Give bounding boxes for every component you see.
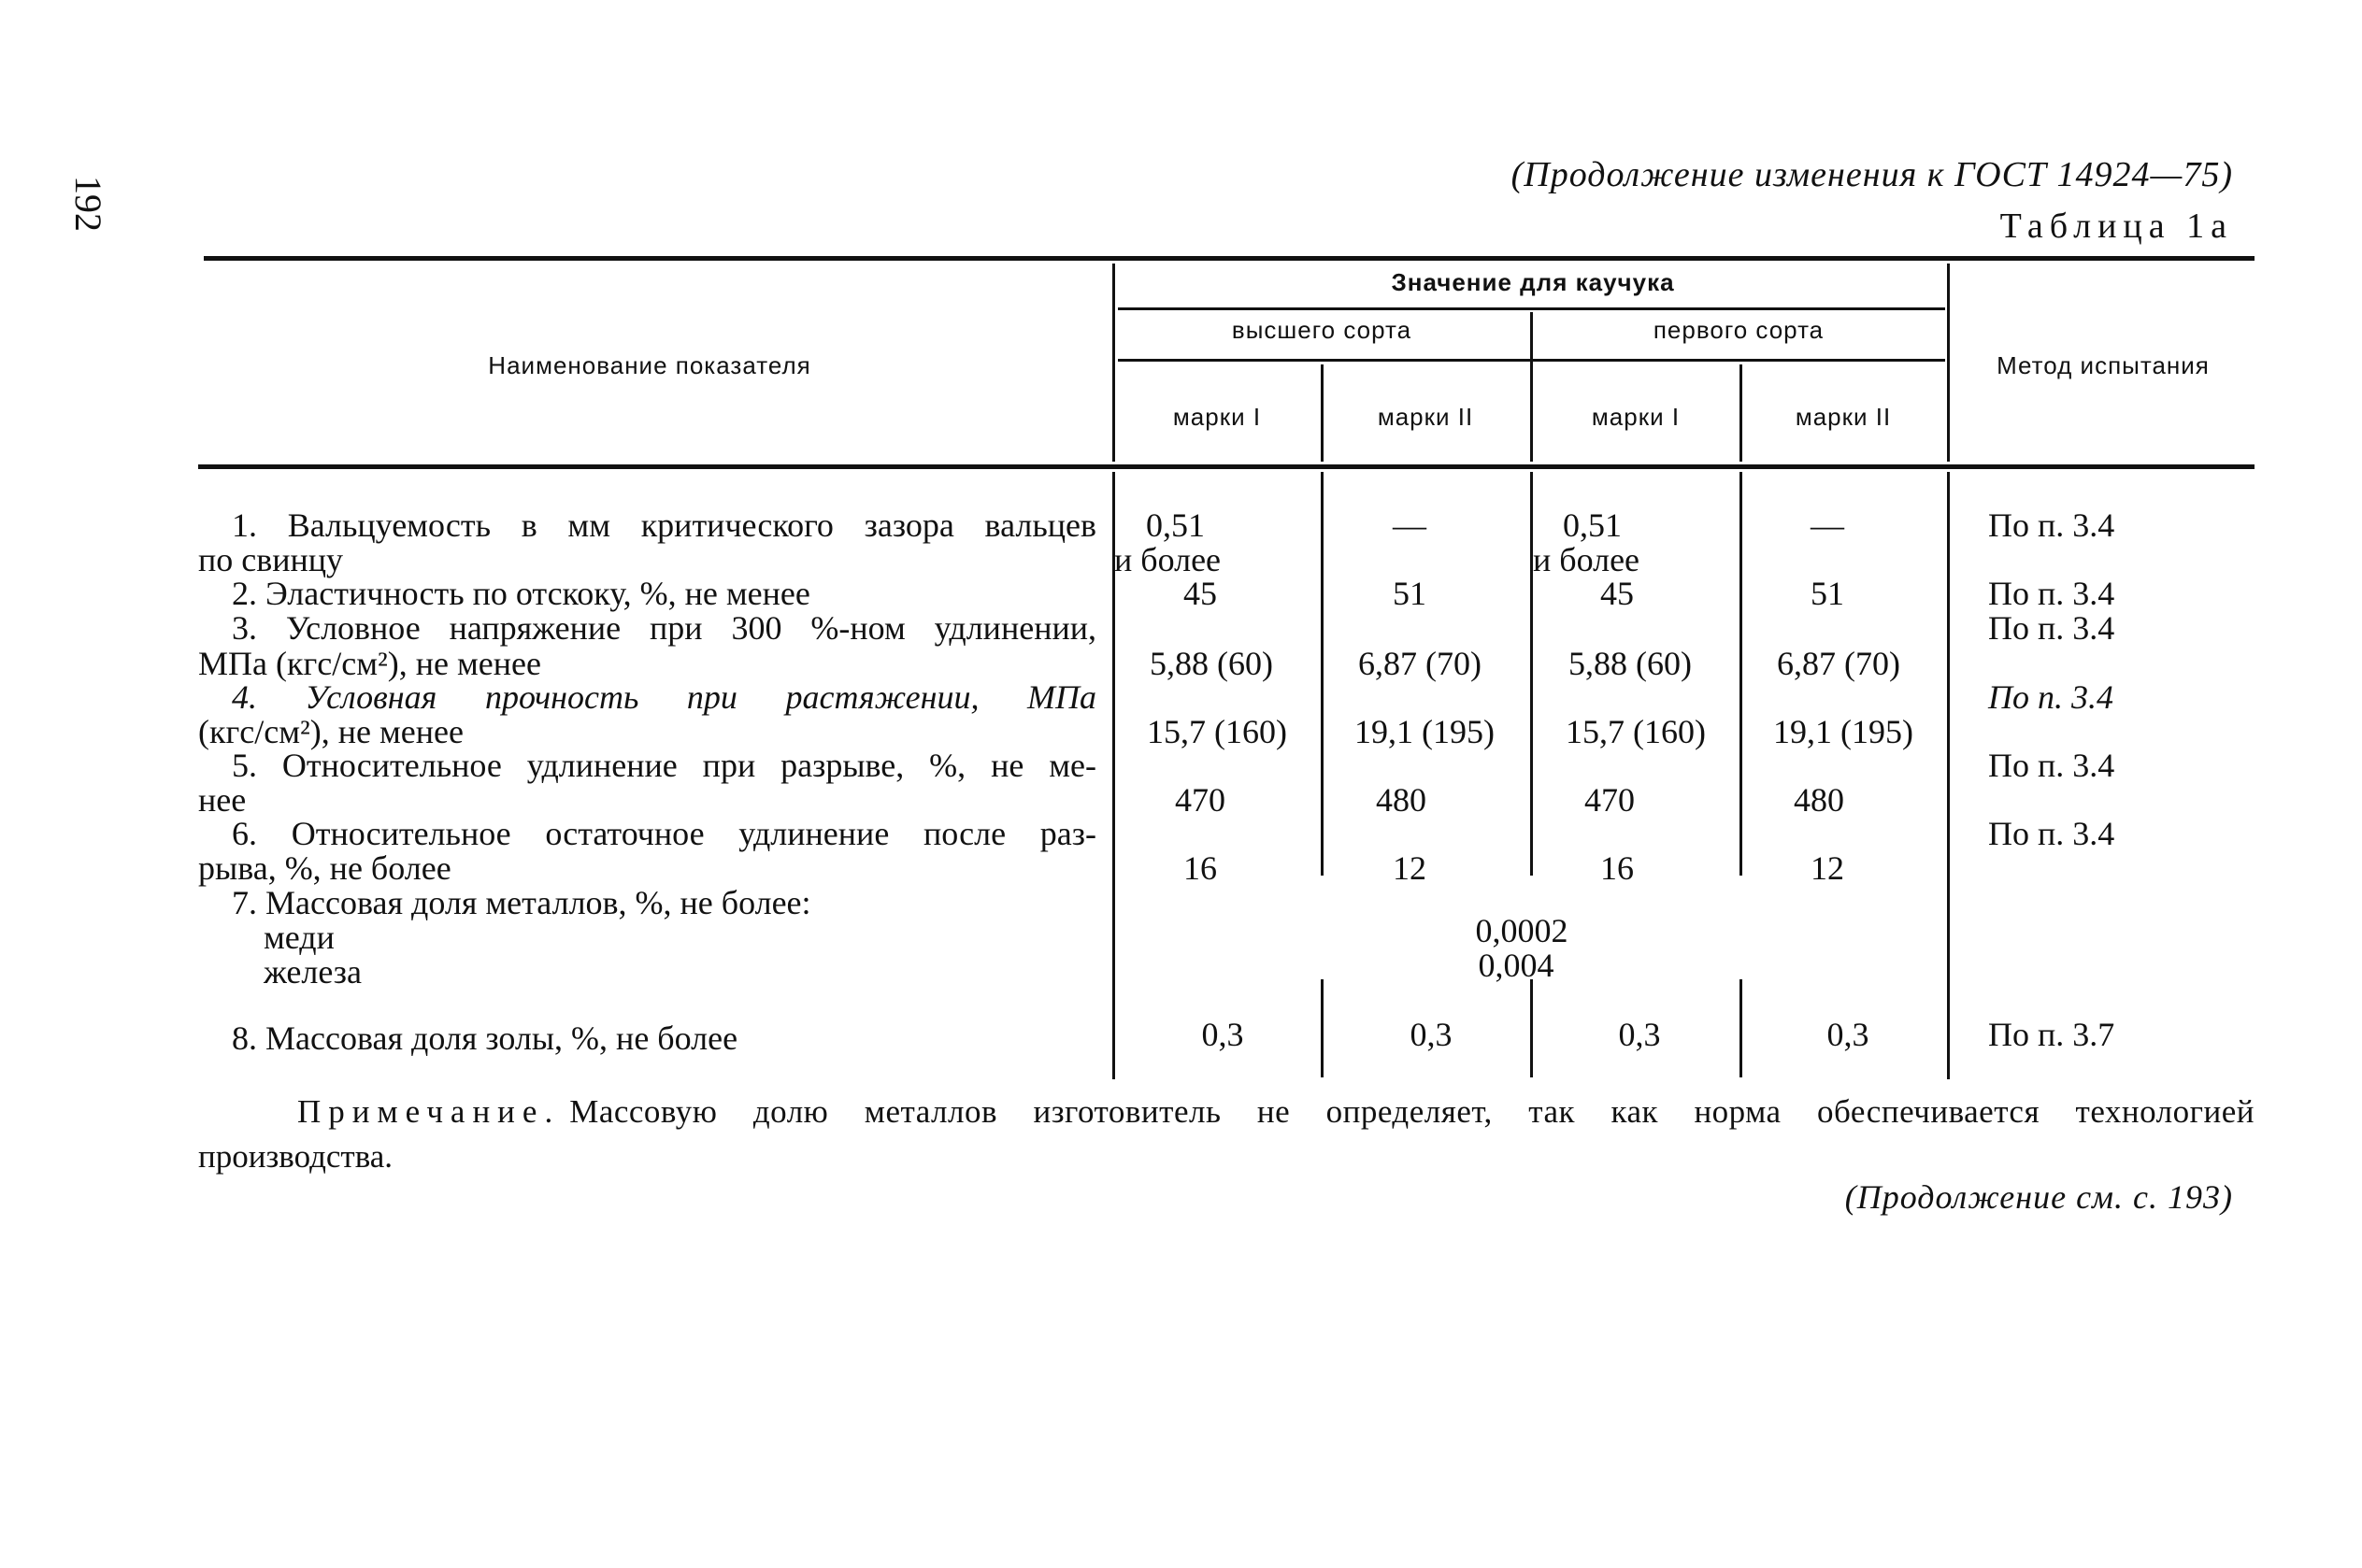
row5-indicator-line2: нее [198, 781, 247, 819]
row7-indicator: 7. Массовая доля металлов, %, не более: [232, 884, 811, 921]
mark-2-header-first: марки II [1795, 403, 1892, 431]
row2-value-4: 51 [1811, 575, 1844, 612]
row4-value-4: 19,1 (195) [1773, 713, 1913, 750]
note-line2: производства. [198, 1138, 394, 1175]
row8-method: По п. 3.7 [1988, 1016, 2115, 1053]
row5-indicator-line1: 5. Относительное удлинение при разрыве, %, не ме- [232, 747, 1096, 784]
row5-value-4: 480 [1794, 781, 1844, 819]
row2-value-1: 45 [1183, 575, 1217, 612]
row3-value-1: 5,88 (60) [1150, 645, 1273, 682]
row3-indicator-line2: МПа (кгс/см²), не менее [198, 645, 541, 682]
row7-value-iron: 0,004 [1478, 947, 1554, 984]
row6-indicator-line1: 6. Относительное остаточное удлинение после раз- [232, 815, 1096, 852]
col-line-values-left [1112, 264, 1115, 462]
col-line-2-ash [1530, 979, 1533, 1077]
indicator-column-header: Наименование показателя [488, 351, 811, 379]
row2-indicator: 2. Эластичность по отскоку, %, не менее [232, 575, 810, 612]
row1-value-3: 0,51 [1563, 506, 1622, 544]
mark-2-header-top: марки II [1377, 403, 1474, 431]
row7-value-copper: 0,0002 [1475, 912, 1568, 949]
row6-value-2: 12 [1393, 849, 1426, 887]
row4-value-2: 19,1 (195) [1354, 713, 1495, 750]
grade-first-header: первого сорта [1653, 316, 1825, 344]
row5-value-2: 480 [1376, 781, 1426, 819]
row6-value-3: 16 [1600, 849, 1634, 887]
row1-indicator-line2: по свинцу [198, 541, 344, 578]
row2-value-2: 51 [1393, 575, 1426, 612]
row3-value-3: 5,88 (60) [1568, 645, 1692, 682]
row7-sub-copper: меди [264, 919, 335, 956]
row3-value-4: 6,87 (70) [1777, 645, 1900, 682]
row2-value-3: 45 [1600, 575, 1634, 612]
col-line-grade-split [1530, 312, 1533, 462]
col-line-method-left [1947, 264, 1950, 462]
row3-value-2: 6,87 (70) [1358, 645, 1482, 682]
row1-indicator-line1: 1. Вальцуемость в мм критического зазора вальцев [232, 506, 1096, 544]
row8-value-1: 0,3 [1201, 1016, 1244, 1053]
row8-value-3: 0,3 [1618, 1016, 1661, 1053]
row1-value-3-suffix: и более [1533, 541, 1640, 578]
row8-value-2: 0,3 [1410, 1016, 1453, 1053]
col-line-mark-split-1 [1321, 364, 1324, 462]
note-label: Примечание. [297, 1093, 561, 1130]
grade-top-header: высшего сорта [1231, 316, 1412, 344]
row6-indicator-line2: рыва, %, не более [198, 849, 451, 887]
continuation-header: (Продолжение изменения к ГОСТ 14924—75) [1510, 155, 2233, 194]
col-line-2-body [1530, 472, 1533, 876]
row5-value-3: 470 [1584, 781, 1635, 819]
row6-method: По п. 3.4 [1988, 815, 2115, 852]
row5-value-1: 470 [1175, 781, 1225, 819]
col-line-method-left-body [1947, 472, 1950, 1079]
row1-value-1-suffix: и более [1114, 541, 1222, 578]
row4-method: По п. 3.4 [1988, 678, 2113, 716]
row8-indicator: 8. Массовая доля золы, %, не более [232, 1019, 738, 1057]
table-label: Таблица 1а [1999, 207, 2233, 246]
row3-indicator-line1: 3. Условное напряжение при 300 %-ном удлинении, [232, 609, 1096, 647]
row5-method: По п. 3.4 [1988, 747, 2115, 784]
row1-value-2: — [1393, 506, 1426, 544]
row4-indicator-line2: (кгс/см²), не менее [198, 713, 464, 750]
row8-value-4: 0,3 [1826, 1016, 1869, 1053]
row3-method: По п. 3.4 [1988, 609, 2115, 647]
mark-1-header-top: марки I [1172, 403, 1262, 431]
row4-value-1: 15,7 (160) [1147, 713, 1287, 750]
page-number: 192 [67, 176, 109, 232]
note-text: Массовую долю металлов изготовитель не определяет, так как норма обеспечивается технологией [569, 1093, 2255, 1130]
table-top-rule [204, 256, 2255, 261]
row2-method: По п. 3.4 [1988, 575, 2115, 612]
row1-value-1: 0,51 [1146, 506, 1205, 544]
values-group-header: Значение для каучука [1391, 268, 1675, 296]
row1-method: По п. 3.4 [1988, 506, 2115, 544]
method-column-header: Метод испытания [1997, 351, 2210, 379]
continuation-footer: (Продолжение см. с. 193) [1844, 1178, 2233, 1216]
mark-1-header-first: марки I [1591, 403, 1681, 431]
table-header-bottom-rule [198, 464, 2255, 469]
row7-sub-iron: железа [264, 953, 362, 991]
col-line-1-ash [1321, 979, 1324, 1077]
col-line-3-body [1739, 472, 1742, 876]
col-line-1-body [1321, 472, 1324, 876]
row1-value-4: — [1811, 506, 1844, 544]
col-line-3-ash [1739, 979, 1742, 1077]
row6-value-4: 12 [1811, 849, 1844, 887]
row6-value-1: 16 [1183, 849, 1217, 887]
row4-value-3: 15,7 (160) [1566, 713, 1706, 750]
row4-indicator-line1: 4. Условная прочность при растяжении, МПа [232, 678, 1096, 716]
grade-divider-rule [1118, 307, 1945, 310]
col-line-mark-split-2 [1739, 364, 1742, 462]
note-line1 [297, 1093, 2255, 1131]
